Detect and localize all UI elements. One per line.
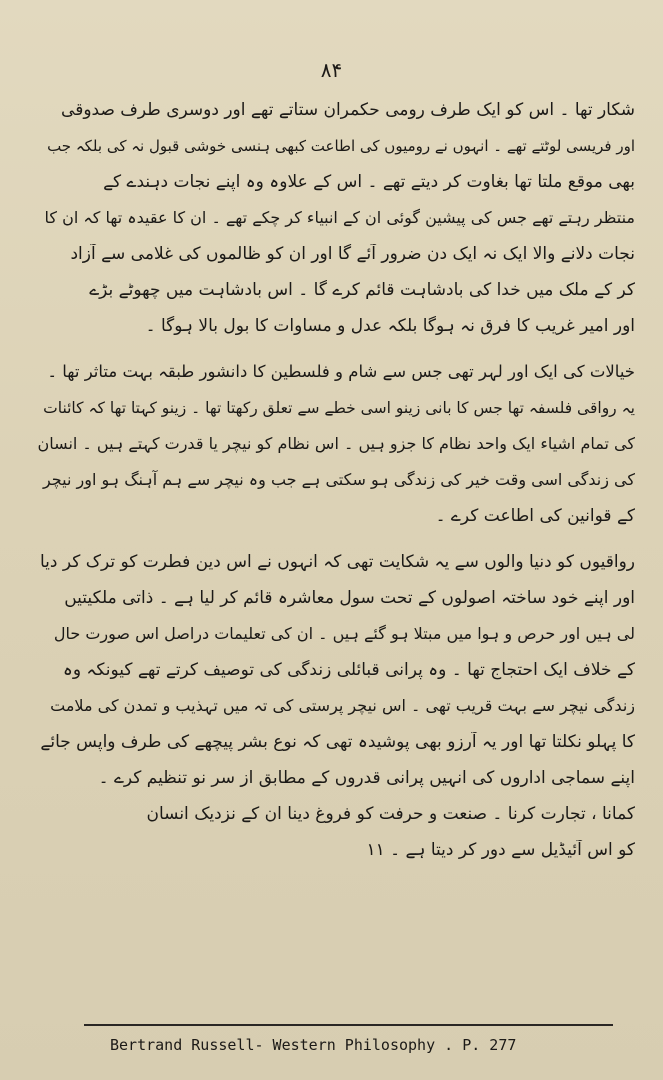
text-line: کر کے ملک میں خدا کی بادشاہت قائم کرے گا ۔ اس بادشاہت میں چھوٹے بڑے (89, 280, 635, 300)
text-line: کا پہلو نکلتا تھا اور یہ آرزو بھی پوشیدہ تھی کہ نوع بشر پیچھے کی طرف واپس جائے (40, 732, 635, 752)
text-line: کمانا ، تجارت کرنا ۔ صنعت و حرفت کو فروغ دینا ان کے نزدیک انسان (146, 804, 635, 824)
text-line: رواقیوں کو دنیا والوں سے یہ شکایت تھی کہ انہوں نے اس دین فطرت کو ترک کر دیا (39, 552, 635, 572)
footnote-divider (84, 1024, 613, 1026)
text-line: کے خلاف ایک احتجاج تھا ۔ وہ پرانی قبائلی زندگی کی توصیف کرتے تھے کیونکہ وہ (62, 660, 635, 680)
text-line: کو اس آئیڈیل سے دور کر دیتا ہے ۔ ۱۱ (366, 840, 635, 860)
text-line: نجات دلانے والا ایک نہ ایک دن ضرور آئے گا اور ان کو ظالموں کی غلامی سے آزاد (70, 244, 635, 264)
text-line: لی ہیں اور حرص و ہوا میں مبتلا ہو گئے ہیں ۔ ان کی تعلیمات دراصل اس صورت حال (53, 624, 635, 643)
text-line: کی تمام اشیاء ایک واحد نظام کا جزو ہیں ۔ اس نظام کو نیچر یا قدرت کہتے ہیں ۔ انسان (38, 434, 635, 453)
paragraph-3 (38, 552, 635, 876)
footnote: Bertrand Russell- Western Philosophy . P. 277 (110, 1036, 517, 1054)
page-number: ٨۴ (320, 58, 343, 82)
paragraph-gap (38, 352, 635, 362)
paragraph-1 (38, 100, 635, 352)
text-line: یہ رواقی فلسفہ تھا جس کا بانی زینو اسی خطے سے تعلق رکھتا تھا ۔ زینو کہتا تھا کہ کائنات (43, 399, 635, 417)
text-line: زندگی نیچر سے بہت قریب تھی ۔ اس نیچر پرستی کی تہ میں تہذیب و تمدن کی ملامت (50, 696, 635, 715)
text-line: کے قوانین کی اطاعت کرے ۔ (435, 506, 635, 526)
text-line: خیالات کی ایک اور لہر تھی جس سے شام و فلسطین کا دانشور طبقہ بہت متاثر تھا ۔ (47, 362, 635, 381)
text-line: بھی موقع ملتا تھا بغاوت کر دیتے تھے ۔ اس کے علاوہ وہ اپنے نجات دہندے کے (103, 172, 635, 192)
text-line: اور فریسی لوٹتے تھے ۔ انہوں نے رومیوں کی اطاعت کبھی ہنسی خوشی قبول نہ کی بلکہ جب (47, 137, 635, 155)
paragraph-gap (38, 542, 635, 552)
text-line: منتظر رہتے تھے جس کی پیشین گوئی ان کے انبیاء کر چکے تھے ۔ ان کا عقیدہ تھا کہ ان کا (44, 208, 635, 227)
text-line: اپنے سماجی اداروں کی انہیں پرانی قدروں کے مطابق از سر نو تنظیم کرے ۔ (98, 768, 635, 788)
text-line: اور امیر غریب کا فرق نہ ہوگا بلکہ عدل و مساوات کا بول بالا ہوگا ۔ (145, 316, 635, 336)
text-line: شکار تھا ۔ اس کو ایک طرف رومی حکمران ستاتے تھے اور دوسری طرف صدوقی (61, 100, 635, 120)
text-line: اور اپنے خود ساختہ اصولوں کے تحت سول معاشرہ قائم کر لیا ہے ۔ ذاتی ملکیتیں (64, 588, 635, 608)
text-line: کی زندگی اسی وقت خیر کی زندگی ہو سکتی ہے جب وہ نیچر سے ہم آہنگ ہو اور نیچر (42, 470, 635, 489)
body-text (38, 100, 635, 876)
paragraph-2 (38, 362, 635, 542)
